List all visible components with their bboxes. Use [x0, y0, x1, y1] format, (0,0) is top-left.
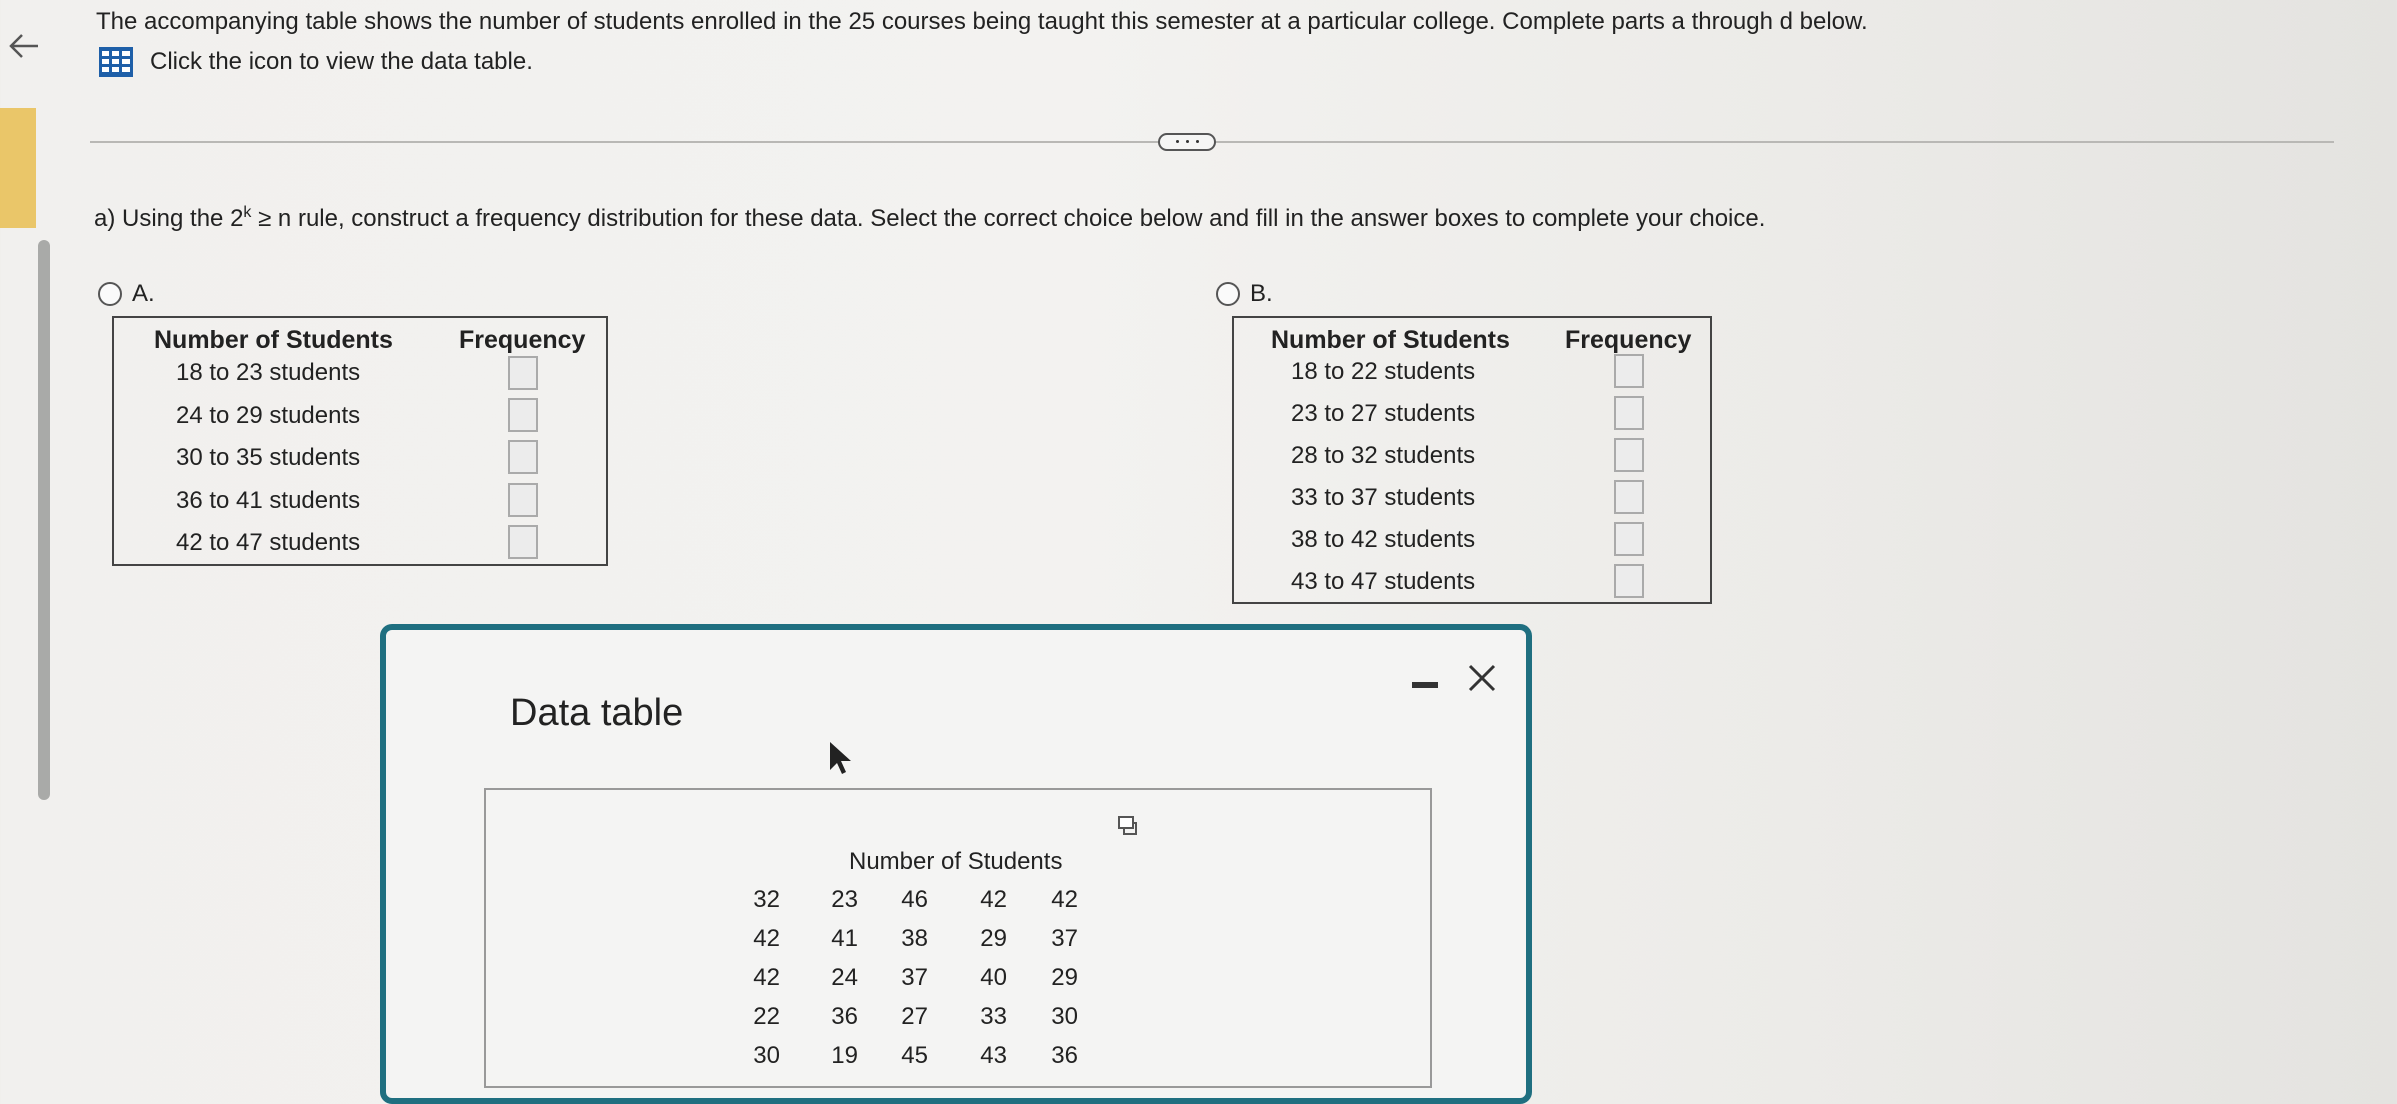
data-value-cell: 29 — [1051, 964, 1078, 991]
data-value-cell: 22 — [753, 1003, 780, 1030]
expand-more-button[interactable] — [1158, 133, 1216, 151]
option-b-frequency-input[interactable] — [1614, 564, 1644, 598]
left-scrollbar[interactable] — [38, 240, 50, 800]
option-b-row-label: 23 to 27 students — [1291, 400, 1476, 427]
data-table-link-text[interactable]: Click the icon to view the data table. — [150, 48, 533, 75]
data-value-cell: 37 — [1051, 925, 1078, 952]
left-accent-bar — [0, 108, 36, 228]
option-b-table — [1232, 316, 1712, 604]
option-a-frequency-input[interactable] — [508, 440, 538, 474]
data-value-cell: 19 — [831, 1042, 858, 1069]
option-a-row-label: 36 to 41 students — [176, 487, 361, 514]
option-b-radio[interactable] — [1216, 282, 1240, 306]
option-a[interactable] — [98, 280, 155, 308]
data-value-cell: 24 — [831, 964, 858, 991]
data-value-cell: 42 — [1051, 886, 1078, 913]
data-value-cell: 42 — [753, 925, 780, 952]
option-a-radio[interactable] — [98, 282, 122, 306]
data-table-caption: Number of Students — [849, 848, 1063, 875]
option-b-frequency-input[interactable] — [1614, 480, 1644, 514]
option-b-frequency-input[interactable] — [1614, 438, 1644, 472]
data-value-cell: 36 — [831, 1003, 858, 1030]
data-value-cell: 43 — [980, 1042, 1007, 1069]
option-a-table — [112, 316, 608, 566]
copy-icon[interactable] — [1116, 814, 1140, 838]
data-value-cell: 38 — [901, 925, 928, 952]
question-part-a: a) Using the $2^k \ge n$ rule, construct a frequency distribution for these data. Select the correct choice below and fill in the answer boxes to complete your choice. — [94, 204, 1766, 232]
data-value-cell: 42 — [753, 964, 780, 991]
data-value-cell: 36 — [1051, 1042, 1078, 1069]
table-grid-icon[interactable] — [98, 46, 134, 78]
option-a-frequency-input[interactable] — [508, 525, 538, 559]
data-value-cell: 30 — [753, 1042, 780, 1069]
option-b-label: B. — [1250, 280, 1273, 307]
data-value-cell: 42 — [980, 886, 1007, 913]
data-value-cell: 41 — [831, 925, 858, 952]
close-icon[interactable] — [1464, 660, 1500, 696]
option-b-col-students: Number of Students — [1271, 326, 1510, 354]
option-a-row-label: 18 to 23 students — [176, 359, 361, 386]
option-b-row-label: 33 to 37 students — [1291, 484, 1476, 511]
option-a-col-students: Number of Students — [154, 326, 393, 354]
data-value-cell: 32 — [753, 886, 780, 913]
data-value-cell: 46 — [901, 886, 928, 913]
option-b-frequency-input[interactable] — [1614, 522, 1644, 556]
data-value-cell: 30 — [1051, 1003, 1078, 1030]
data-table-frame — [484, 788, 1432, 1088]
option-b-frequency-input[interactable] — [1614, 396, 1644, 430]
option-a-frequency-input[interactable] — [508, 483, 538, 517]
option-b-col-frequency: Frequency — [1565, 326, 1692, 354]
option-b-row-label: 18 to 22 students — [1291, 358, 1476, 385]
option-a-label: A. — [132, 280, 155, 307]
option-b[interactable] — [1216, 280, 1273, 308]
data-value-cell: 37 — [901, 964, 928, 991]
data-value-cell: 45 — [901, 1042, 928, 1069]
data-value-cell: 33 — [980, 1003, 1007, 1030]
data-value-cell: 27 — [901, 1003, 928, 1030]
option-a-frequency-input[interactable] — [508, 356, 538, 390]
option-a-col-frequency: Frequency — [459, 326, 586, 354]
back-arrow-icon[interactable] — [4, 26, 44, 66]
option-a-row-label: 30 to 35 students — [176, 444, 361, 471]
option-b-frequency-input[interactable] — [1614, 354, 1644, 388]
data-value-cell: 40 — [980, 964, 1007, 991]
option-a-frequency-input[interactable] — [508, 398, 538, 432]
problem-intro: The accompanying table shows the number of students enrolled in the 25 courses being taught this semester at a particular college. Complete parts a through d below. — [96, 8, 1868, 35]
dialog-title: Data table — [510, 692, 684, 734]
data-value-cell: 23 — [831, 886, 858, 913]
option-b-row-label: 38 to 42 students — [1291, 526, 1476, 553]
option-b-row-label: 43 to 47 students — [1291, 568, 1476, 595]
mouse-cursor-icon — [826, 740, 854, 778]
data-table-link[interactable] — [98, 46, 533, 78]
option-a-row-label: 42 to 47 students — [176, 529, 361, 556]
option-a-row-label: 24 to 29 students — [176, 402, 361, 429]
option-b-row-label: 28 to 32 students — [1291, 442, 1476, 469]
minimize-icon[interactable] — [1412, 682, 1438, 688]
data-value-cell: 29 — [980, 925, 1007, 952]
